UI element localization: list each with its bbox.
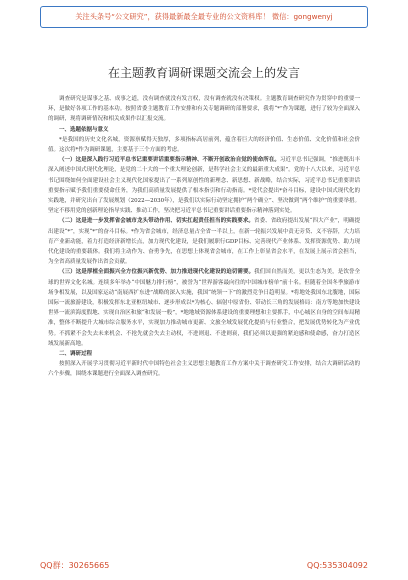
subsection-1-text: 习近平总书记强调，“推进既出丰深入阐述中国式现代化理论，是党的二十大的一个重大理论创新，是科学社会主义的最新重大成果”。党的十八大以来，习近平总书记围绕如何全面建设社会主义现代化国家提出了一系列原创性的新理念、新思想、新战略，结合实际，习近平总书记重要讲话重要指示赋予我们重要使命任务，为我们高质量发展提供了根本指引和行动指南。*党代会提出*奋斗目标，建设中国式现代化的实践地，并研究出台了发展规划（2022—2030年），是我们以实际行动坚定拥护“两个确立”、坚决做到“两个维护”的重要举措。坚定不移用党的创新理论指导实践、推动工作，坚决把习近平总书记重要讲话重要指示精神落到实处。 (48, 157, 360, 215)
section1-paragraph: *是我国的历史文化名城，资源禀赋得天独厚，多项指标高居前列，蕴含着巨大的经济价值、生态价值、文化价值和社会价值。这次将*作为调研课题，主要基于三个方面的考虑。 (48, 136, 360, 154)
subsection-3-heading: （三）这是厚植全面振兴全方位振兴新优势、加力推进现代化建设的迫切需要。 (59, 269, 255, 276)
subsection-2 (48, 216, 360, 267)
section2-paragraph: 按照深入开展学习贯彻习近平新时代中国特色社会主义思想主题教育工作方案中关于调查研究工作安排，结合大调研活动的六个步骤，围绕本课题进行全面深入调查研究。 (48, 361, 360, 378)
subsection-2-text: 省委、省政府提出发展“四大产业”，明确提出建设“*”，实现“*”的奋斗目标。*作为省会城市，经济总量占全省一半以上，在新一轮振兴发展中责无旁贷、义不容辞，大力培育产业新动能，着力打造经济新增长点，加力现代化建设，是我们履职行GDP目标、完善现代产业体系、发挥资源优势、助力现代化建设的重要载体。我们将主动作为、奋勇争先，在思想上体现省会城市，在工作上彰显省会水平，在发展上展示省会担当，为全省高质量发展作出省会贡献。 (48, 218, 360, 266)
subsection-1 (48, 155, 360, 216)
document-body (48, 94, 360, 380)
intro-paragraph: 调查研究是谋事之基、成事之道，没有调查就没有发言权，没有调查就没有决策权。主题教育调查研究作为贯穿中的重要一环，是做好各项工作的基本功。按照省委主题教育工作安排和有关专题调研的部署要求，我将“*”作为课题，进行了较为全面深入的调研，现将调研情况和相关成果作以汇报交流。 (48, 96, 360, 123)
subsection-3-text: 我们国自然而美，更以生态为美，是饮誉全球的世界文化名城。连续多年举办“中国魅力排行榜”，被誉为“世界游客最向往的中国城市榜单”前十名。但随着全国冬季旅游市场争相发展，以及国家运动“南展西扩东进”战略的深入实施，我国“统领一下”的激烈竞争日趋明显。*将地处我国东北腹地，国际国际一流旅游建设，积极发挥东北亚枢纽城市、逐步形成以*为核心、辐射中原省份、带动长三角的发展格局：南方等地加快建设世界一流滨海度假地、实现自治区和旅“和发展一般”，*地地域资源体系建设的重要理想和主要抓手，中心城区自身的空间布局精准，整体不断提升大城市综合服务水平，实现加力推动城市更新、文旅全域发展优化提质与行业整合，把发展优势转化为产业优势。不抓紧不会失去未来机会、不抢先就会失去主动权，不进则退、不进则衰，我们必须以更强的紧迫感和使命感，奋力打造区域发展新高地。 (48, 269, 360, 347)
section-heading-1: 一、选题依据与意义 (59, 126, 109, 133)
footer-qq-id: QQ:535304092 (306, 560, 368, 570)
subsection-3 (48, 267, 360, 349)
subsection-2-heading: （二）这是进一步发挥省会城市龙头带动作用、切实扛起责任担当的实践要求。 (59, 218, 255, 225)
subsection-1-heading: （一）这是深入践行习近平总书记重要讲话重要指示精神、不断开创政治自觉的使命所在。 (59, 157, 280, 164)
top-banner: 关注头条号“公文研究”，获得最新最全最专业的公文资料库！ 微信：gongwenyj (40, 6, 368, 28)
footer-qq-group: QQ群：30265665 (40, 560, 110, 570)
section-heading-2: 二、调研过程 (59, 351, 93, 358)
footer-contact (40, 556, 368, 574)
page-title: 在主题教育调研课题交流会上的发言 (107, 66, 300, 80)
